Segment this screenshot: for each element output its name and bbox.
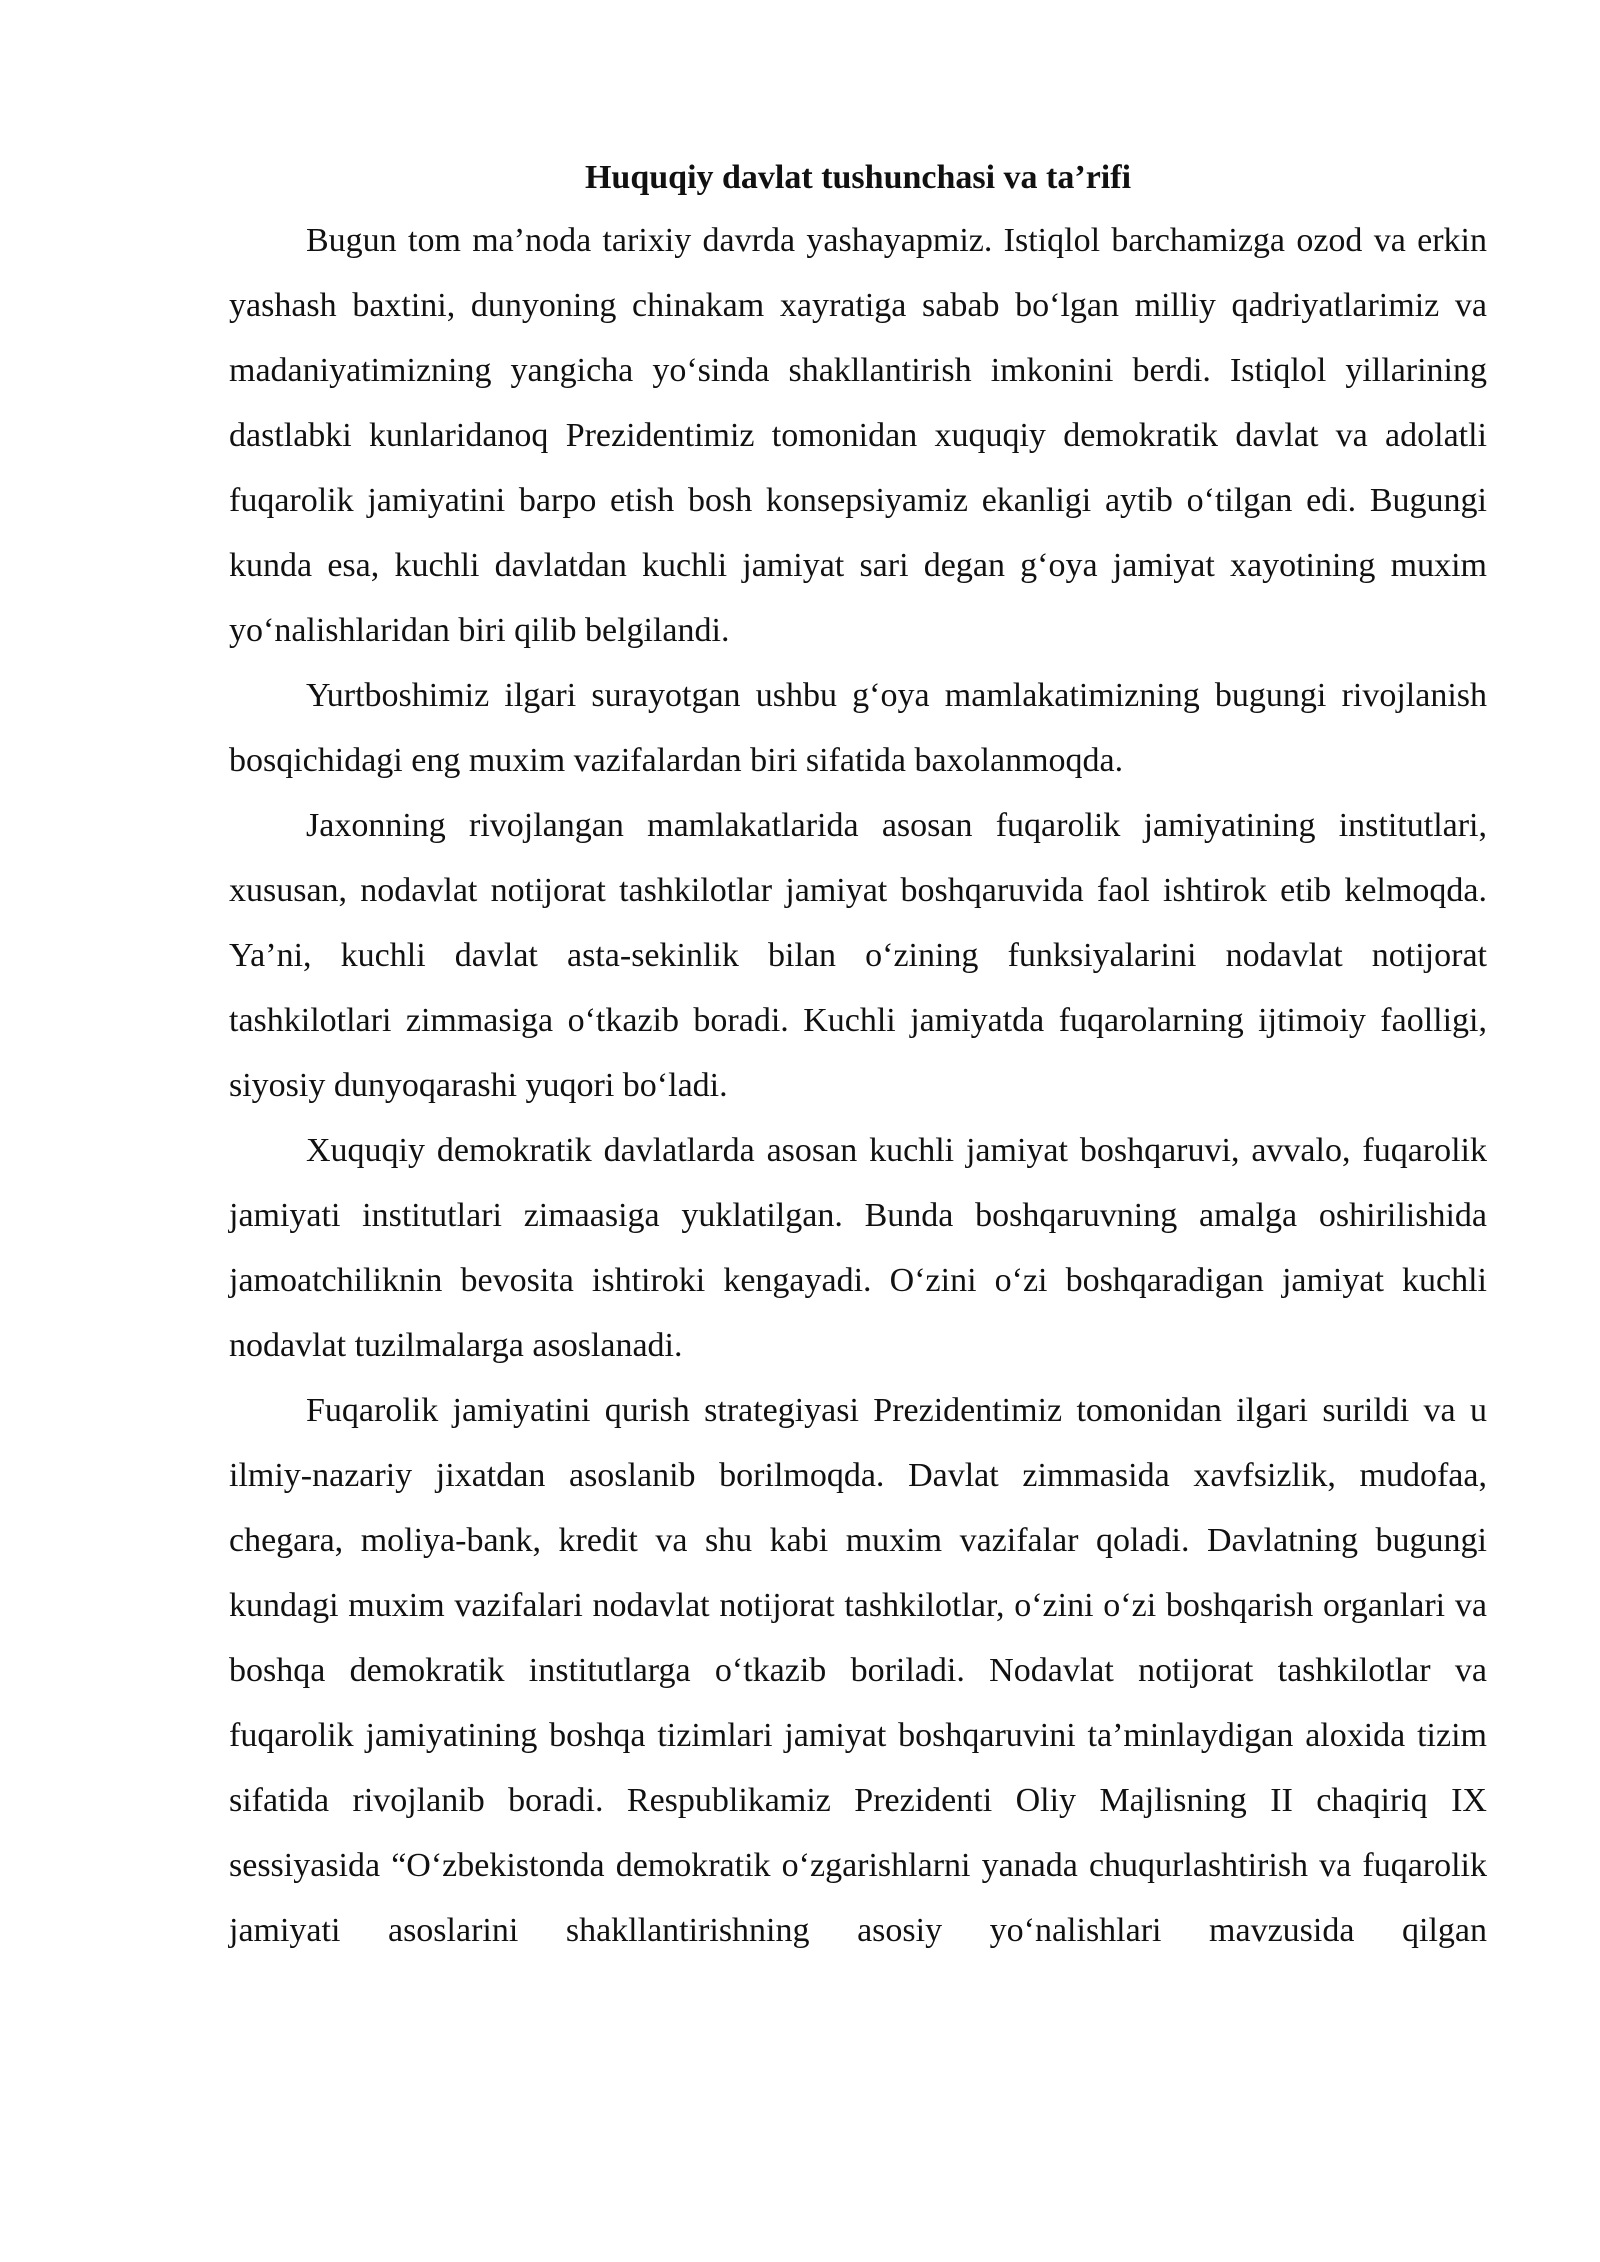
paragraph-3: Jaxonning rivojlangan mamlakatlarida asosan fuqarolik jamiyatining institutlari, xususan, nodavlat notijorat tashkilotlar jamiyat boshqaruvida faol ishtirok etib kelmoqda. Ya’ni, kuchli davlat asta-sekinlik bilan o‘zining funksiyalarini nodavlat notijorat tashkilotlari zimmasiga o‘tkazib boradi. Kuchli jamiyatda fuqarolarning ijtimoiy faolligi, siyosiy dunyoqarashi yuqori bo‘ladi. (229, 807, 1487, 1104)
document-title: Huquqiy davlat tushunchasi va ta’rifi (584, 159, 1132, 196)
paragraph-1: Bugun tom ma’noda tarixiy davrda yashayapmiz. Istiqlol barchamizga ozod va erkin yashash baxtini, dunyoning chinakam xayratiga sabab bo‘lgan milliy qadriyatlarimiz va madaniyatimizning yangicha yo‘sinda shakllantirish imkonini berdi. Istiqlol yillarining dastlabki kunlaridanoq Prezidentimiz tomonidan xuquqiy demokratik davlat va adolatli fuqarolik jamiyatini barpo etish bosh konsepsiyamiz ekanligi aytib o‘tilgan edi. Bugungi kunda esa, kuchli davlatdan kuchli jamiyat sari degan g‘oya jamiyat xayotining muxim yo‘nalishlaridan biri qilib belgilandi. (229, 222, 1487, 649)
paragraph-2: Yurtboshimiz ilgari surayotgan ushbu g‘oya mamlakatimizning bugungi rivojlanish bosqichidagi eng muxim vazifalardan biri sifatida baxolanmoqda. (229, 677, 1487, 779)
paragraph-5: Fuqarolik jamiyatini qurish strategiyasi Prezidentimiz tomonidan ilgari surildi va u ilmiy-nazariy jixatdan asoslanib borilmoqda. Davlat zimmasida xavfsizlik, mudofaa, chegara, moliya-bank, kredit va shu kabi muxim vazifalar qoladi. Davlatning bugungi kundagi muxim vazifalari nodavlat notijorat tashkilotlar, o‘zini o‘zi boshqarish organlari va boshqa demokratik institutlarga o‘tkazib boriladi. Nodavlat notijorat tashkilotlar va fuqarolik jamiyatining boshqa tizimlari jamiyat boshqaruvini ta’minlaydigan aloxida tizim sifatida rivojlanib boradi. Respublikamiz Prezidenti Oliy Majlisning II chaqiriq IX sessiyasida “O‘zbekistonda demokratik o‘zgarishlarni yanada chuqurlashtirish va fuqarolik jamiyati asoslarini shakllantirishning asosiy yo‘nalishlari mavzusida qilgan (229, 1392, 1487, 1949)
document-body (229, 148, 1487, 1963)
paragraph-4: Xuquqiy demokratik davlatlarda asosan kuchli jamiyat boshqaruvi, avvalo, fuqarolik jamiyati institutlari zimaasiga yuklatilgan. Bunda boshqaruvning amalga oshirilishida jamoatchiliknin bevosita ishtiroki kengayadi. O‘zini o‘zi boshqaradigan jamiyat kuchli nodavlat tuzilmalarga asoslanadi. (229, 1132, 1487, 1364)
